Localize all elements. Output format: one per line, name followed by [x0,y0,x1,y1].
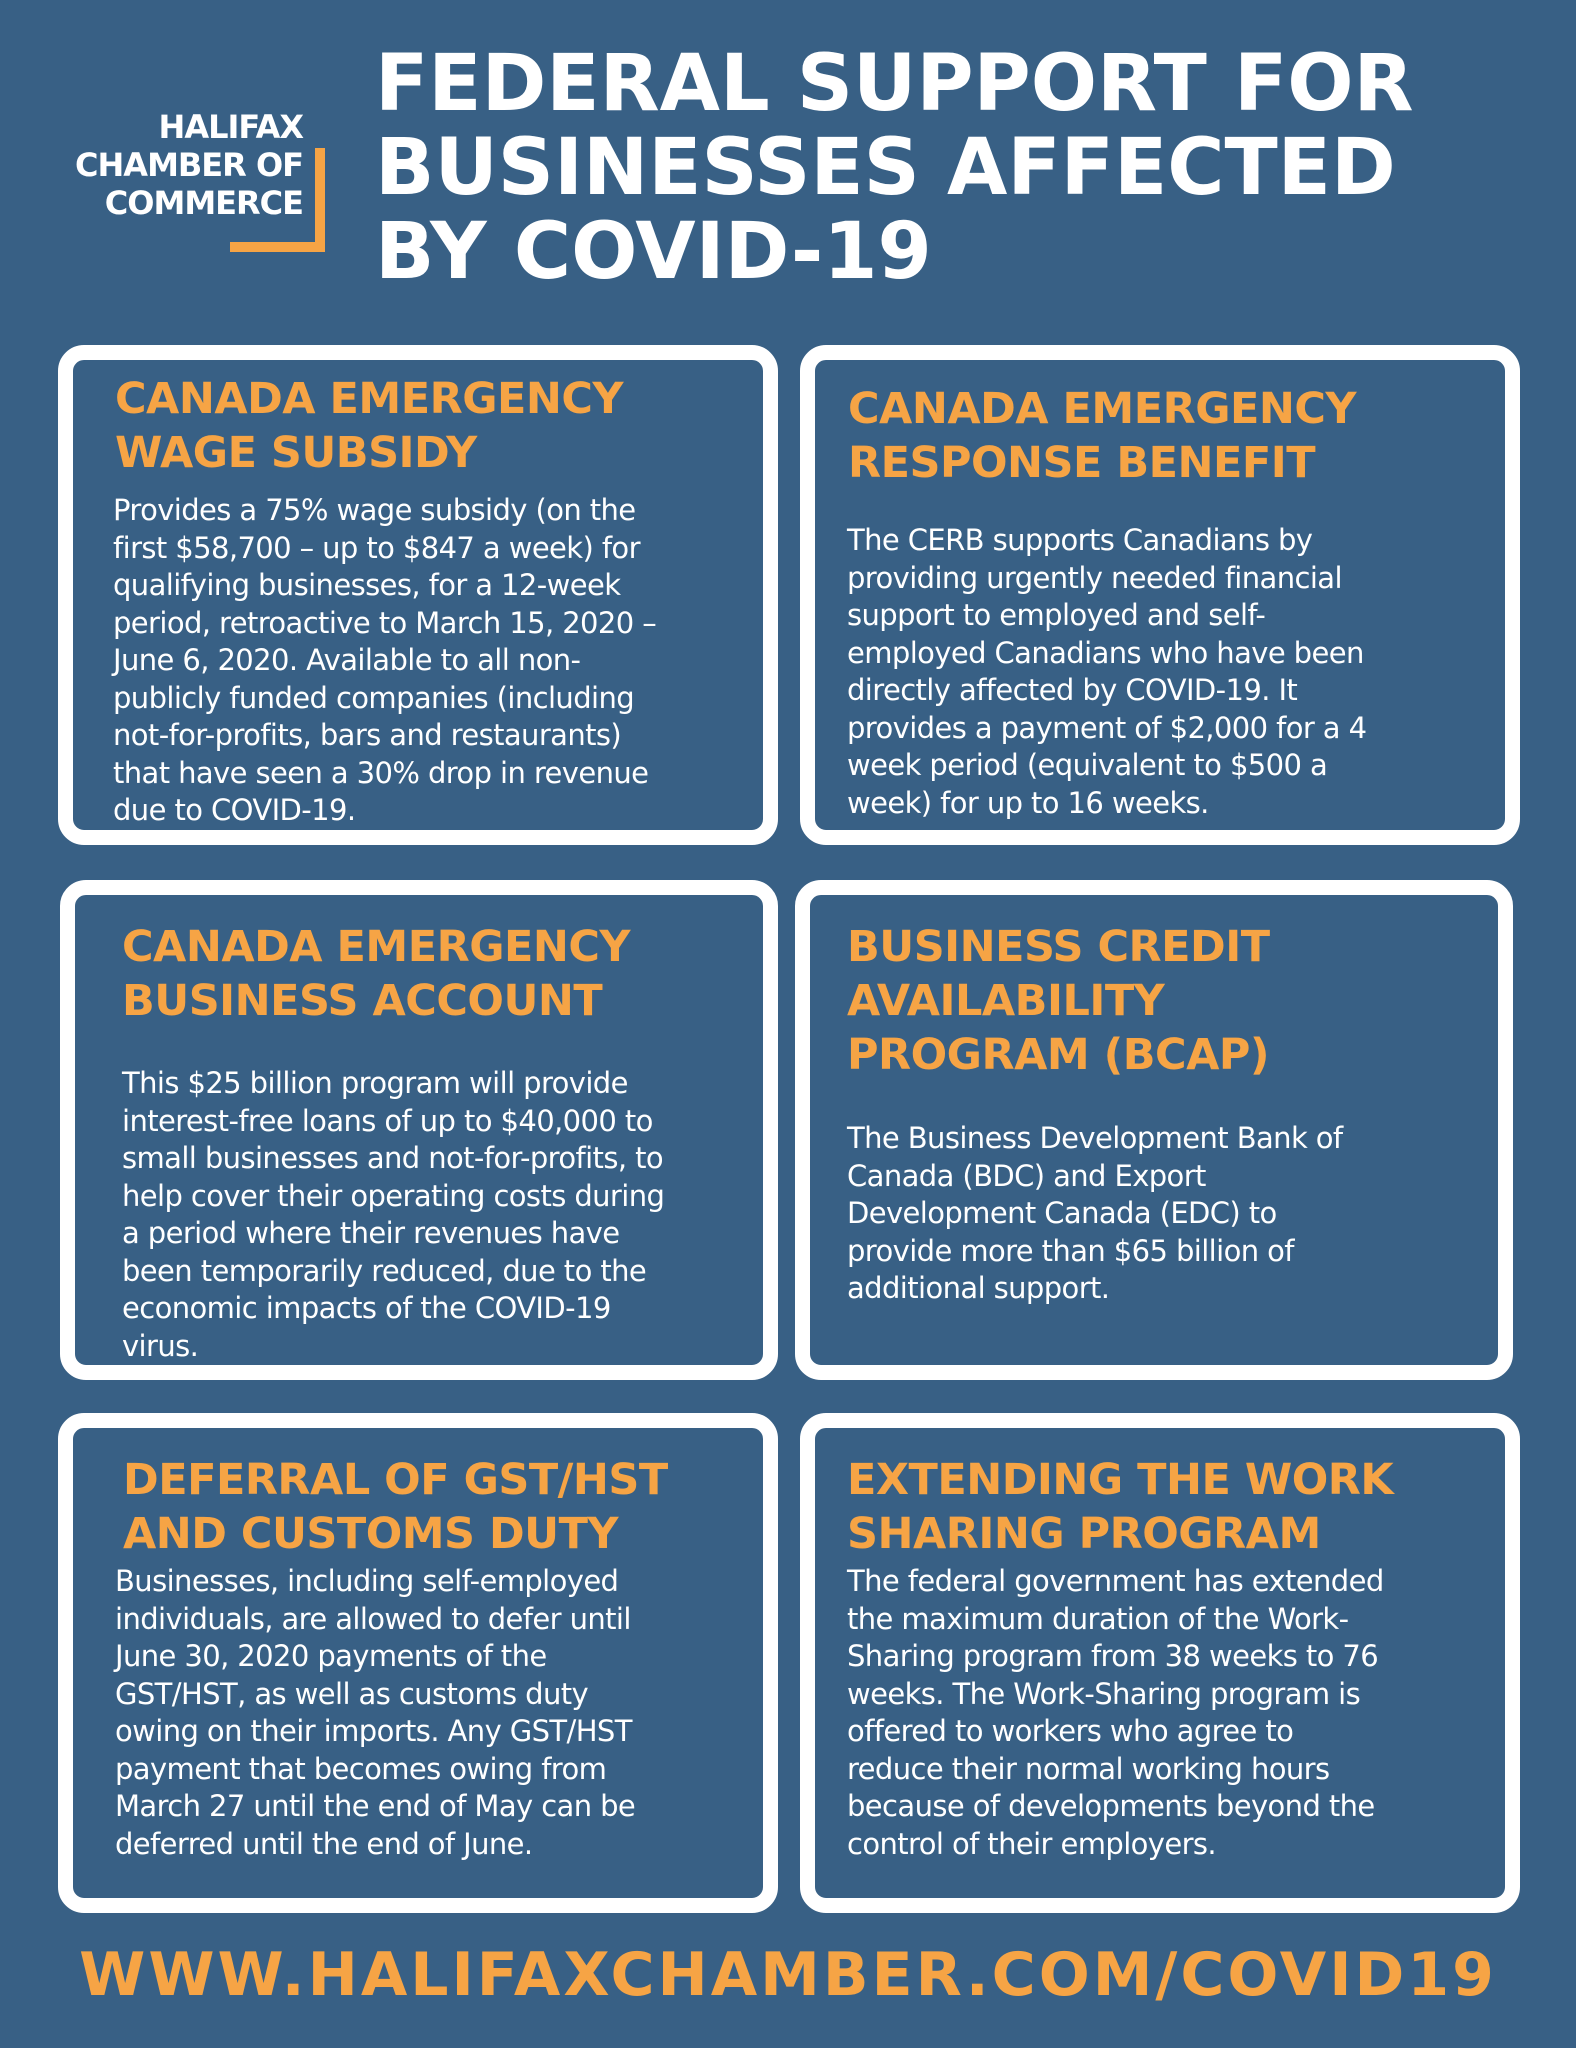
card-body-line: deferred until the end of June. [115,1826,533,1861]
card-title-line: BUSINESS CREDIT [847,922,1270,972]
page-title [375,39,1414,297]
card-body-line: publicly funded companies (including [113,680,635,715]
card-title-line: BUSINESS ACCOUNT [122,976,603,1026]
card-title-line: WAGE SUBSIDY [115,428,477,478]
logo-bracket-icon [230,148,325,252]
card-body-line: that have seen a 30% drop in revenue [113,755,649,790]
card-title-line: EXTENDING THE WORK [847,1455,1394,1505]
card-body [115,1563,635,1863]
card-body-line: help cover their operating costs during [122,1178,665,1213]
card-gst-hst-deferral [58,1413,778,1913]
card-body-line: weeks. The Work-Sharing program is [847,1676,1361,1711]
card-body-line: June 30, 2020 payments of the [115,1639,547,1673]
card-body-line: provide more than $65 billion of [847,1233,1294,1268]
card-body-line: providing urgently needed financial [847,560,1342,595]
card-response-benefit [800,345,1520,845]
card-body-line: been temporarily reduced, due to the [122,1253,647,1288]
card-work-sharing [800,1413,1520,1913]
card-body [847,1563,1384,1863]
card-title [847,920,1270,1082]
card-title-line: PROGRAM (BCAP) [847,1030,1270,1080]
logo-line: COMMERCE [104,184,303,222]
card-body-line: March 27 until the end of May can be [115,1789,636,1823]
card-body-line: control of their employers. [847,1826,1217,1861]
card-body-line: a period where their revenues have [122,1216,620,1250]
card-body-line: week period (equivalent to $500 a [847,748,1328,782]
card-body-line: Sharing program from 38 weeks to 76 [847,1639,1379,1673]
card-body-line: Provides a 75% wage subsidy (on the [113,493,636,527]
card-body-line: Development Canada (EDC) to [847,1196,1277,1230]
card-body-line: The Business Development Bank of [847,1121,1343,1155]
card-body [847,522,1366,822]
card-body-line: Canada (BDC) and Export [847,1158,1206,1193]
card-body-line: owing on their imports. Any GST/HST [115,1714,632,1748]
card-title [848,382,1356,490]
card-body-line: offered to workers who agree to [847,1714,1294,1748]
card-body-line: GST/HST, as well as customs duty [115,1676,589,1711]
card-title-line: DEFERRAL OF GST/HST [123,1455,668,1505]
card-body-line: reduce their normal working hours [847,1751,1330,1786]
halifax-chamber-logo [30,108,335,253]
page-title-line: BUSINESSES AFFECTED [375,123,1396,213]
card-body-line: due to COVID-19. [113,793,356,827]
card-body-line: economic impacts of the COVID-19 [122,1291,611,1325]
card-body-line: Businesses, including self-employed [115,1564,619,1598]
card-title [122,920,630,1028]
card-bcap [795,880,1513,1380]
card-body-line: provides a payment of $2,000 for a 4 [847,710,1367,745]
card-body [122,1065,664,1365]
card-body [113,492,656,830]
card-title [115,372,623,480]
card-title [847,1453,1393,1561]
card-title-line: SHARING PROGRAM [847,1509,1321,1559]
card-title-line: CANADA EMERGENCY [115,374,624,424]
logo-line: HALIFAX [158,108,303,146]
card-body-line: directly affected by COVID-19. It [847,673,1298,707]
card-body-line: support to employed and self- [847,598,1266,632]
card-body-line: additional support. [847,1271,1110,1305]
card-business-account [60,880,778,1380]
card-body-line: not-for-profits, bars and restaurants) [113,718,622,752]
card-body-line: June 6, 2020. Available to all non- [113,643,581,677]
card-body-line: The federal government has extended [847,1564,1384,1598]
card-body-line: week) for up to 16 weeks. [847,785,1209,820]
card-body-line: the maximum duration of the Work- [847,1601,1349,1636]
card-body-line: small businesses and not-for-profits, to [122,1141,663,1175]
card-body-line: qualifying businesses, for a 12-week [113,568,621,602]
card-title-line: RESPONSE BENEFIT [848,438,1316,488]
page-title-line: BY COVID-19 [375,207,932,297]
page-title-line: FEDERAL SUPPORT FOR [375,39,1414,129]
card-body-line: first $58,700 – up to $847 a week) for [113,530,640,565]
card-body-line: payment that becomes owing from [115,1751,607,1786]
card-body-line: virus. [122,1328,199,1363]
card-title-line: CANADA EMERGENCY [848,384,1357,434]
card-body-line: The CERB supports Canadians by [847,523,1313,557]
card-body-line: because of developments beyond the [847,1789,1375,1823]
logo-line: CHAMBER OF [75,146,303,184]
card-body-line: employed Canadians who have been [847,635,1364,670]
card-title-line: CANADA EMERGENCY [122,922,631,972]
card-body [847,1120,1343,1308]
card-title-line: AND CUSTOMS DUTY [123,1509,619,1559]
card-body-line: This $25 billion program will provide [122,1066,628,1100]
card-title-line: AVAILABILITY [847,976,1165,1026]
card-body-line: individuals, are allowed to defer until [115,1601,631,1636]
card-body-line: period, retroactive to March 15, 2020 – [113,605,657,640]
card-wage-subsidy [58,345,778,845]
footer-url[interactable]: WWW.HALIFAXCHAMBER.COM/COVID19 [79,1940,1497,2010]
card-body-line: interest-free loans of up to $40,000 to [122,1103,653,1138]
card-title [123,1453,668,1561]
